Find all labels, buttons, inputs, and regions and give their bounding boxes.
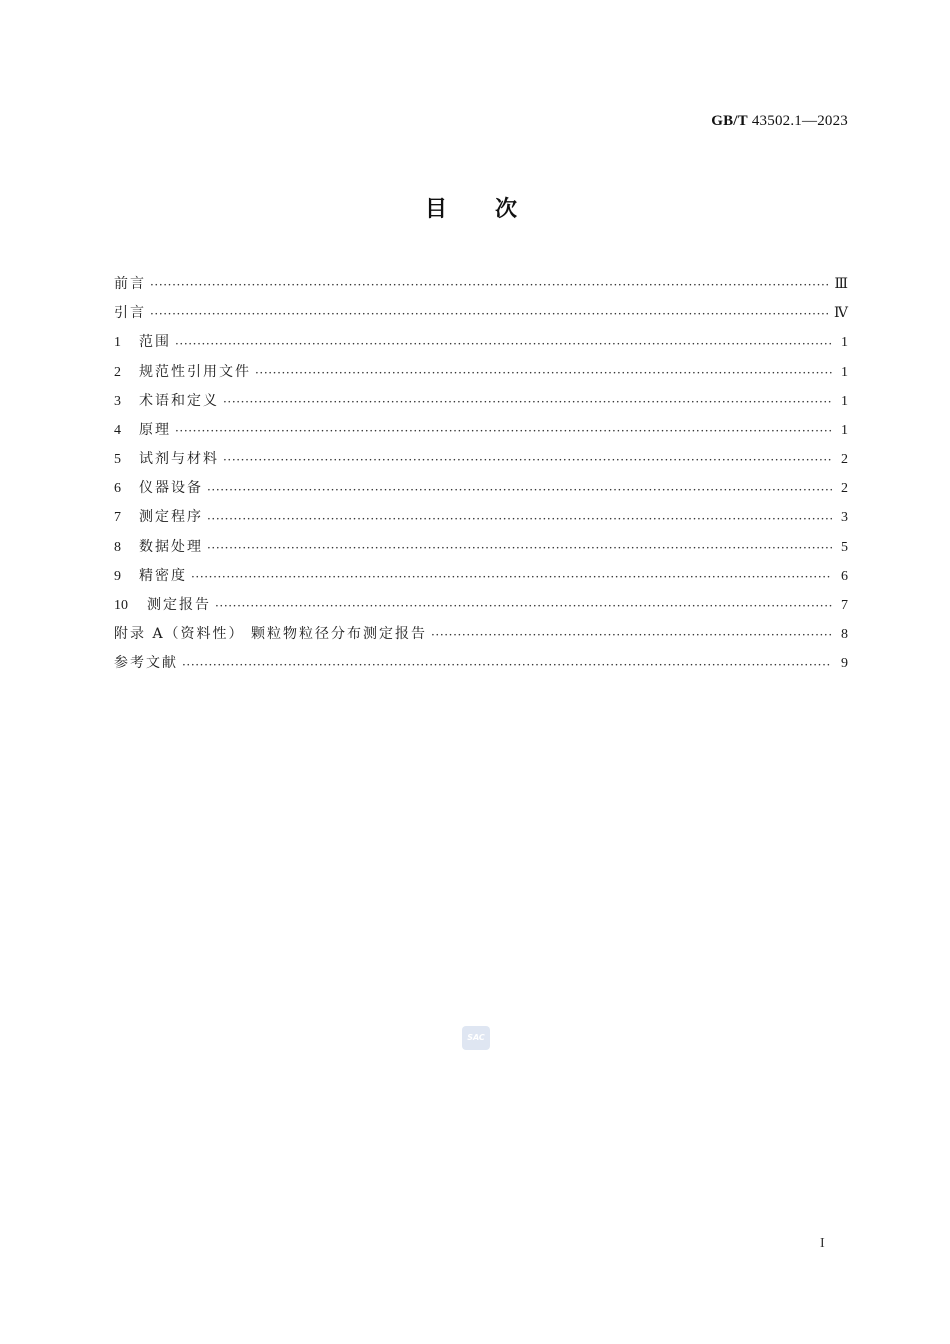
toc-entry-page: 2 — [841, 452, 848, 468]
toc-dot-leader — [431, 622, 832, 649]
page-number: I — [820, 1236, 825, 1251]
standard-number: 43502.1—2023 — [751, 113, 848, 129]
toc-title: 目次 — [424, 197, 565, 222]
toc-entry-page: 1 — [841, 335, 848, 351]
toc-entry-introduction[interactable] — [114, 299, 848, 328]
toc-entry-page: 9 — [841, 656, 848, 672]
toc-entry-scope[interactable] — [114, 328, 848, 357]
toc-entry-label: 仪器设备 — [139, 480, 203, 497]
toc-entry-data-processing[interactable] — [114, 533, 848, 562]
toc-entry-foreword[interactable] — [114, 270, 848, 299]
toc-dot-leader — [175, 418, 832, 445]
toc-entry-page: 6 — [841, 568, 848, 584]
toc-dot-leader — [207, 477, 832, 504]
toc-dot-leader — [191, 564, 832, 591]
toc-entry-number: 7 — [114, 510, 121, 526]
toc-entry-test-report[interactable] — [114, 591, 848, 620]
toc-entry-number: 1 — [114, 335, 121, 351]
toc-entry-procedure[interactable] — [114, 504, 848, 533]
toc-dot-leader — [150, 272, 828, 299]
toc-entry-label: 数据处理 — [139, 538, 203, 555]
toc-entry-page: 2 — [841, 481, 848, 497]
toc-entry-page: 5 — [841, 539, 848, 555]
toc-entry-label: 原理 — [139, 421, 171, 438]
toc-entry-label: 范围 — [139, 334, 171, 351]
toc-dot-leader — [207, 506, 832, 533]
toc-entry-number: 5 — [114, 452, 121, 468]
toc-entry-page: 7 — [841, 598, 848, 614]
toc-dot-leader — [223, 389, 832, 416]
toc-dot-leader — [175, 331, 832, 358]
toc-entry-label: 参考文献 — [114, 655, 178, 672]
toc-entry-page: Ⅳ — [834, 306, 848, 322]
toc-entry-number: 2 — [114, 364, 121, 380]
toc-entry-label: 试剂与材料 — [139, 451, 219, 468]
toc-entry-label: 精密度 — [139, 567, 187, 584]
toc-dot-leader — [182, 652, 832, 679]
toc-entry-page: 3 — [841, 510, 848, 526]
table-of-contents — [114, 270, 848, 679]
toc-entry-label: 规范性引用文件 — [139, 363, 251, 380]
toc-entry-number: 3 — [114, 393, 121, 409]
toc-entry-page: 1 — [841, 364, 848, 380]
toc-entry-number: 10 — [114, 598, 128, 614]
toc-entry-apparatus[interactable] — [114, 474, 848, 503]
toc-entry-label: 附录 A（资料性） 颗粒物粒径分布测定报告 — [114, 626, 428, 643]
toc-entry-principle[interactable] — [114, 416, 848, 445]
toc-dot-leader — [223, 447, 832, 474]
toc-entry-label: 引言 — [114, 305, 146, 322]
toc-entry-number: 8 — [114, 539, 121, 555]
sac-watermark-logo: SAC — [462, 1026, 490, 1050]
toc-entry-page: 8 — [841, 627, 848, 643]
toc-entry-number: 6 — [114, 481, 121, 497]
toc-dot-leader — [255, 360, 832, 387]
standard-prefix: GB/T — [711, 113, 748, 129]
toc-dot-leader — [150, 301, 828, 328]
toc-entry-label: 前言 — [114, 275, 146, 292]
standard-code — [711, 113, 848, 130]
toc-entry-bibliography[interactable] — [114, 649, 848, 678]
toc-entry-page: 1 — [841, 393, 848, 409]
toc-entry-page: 1 — [841, 422, 848, 438]
toc-entry-precision[interactable] — [114, 562, 848, 591]
toc-entry-label: 测定程序 — [139, 509, 203, 526]
toc-entry-reagents[interactable] — [114, 445, 848, 474]
toc-entry-normative-references[interactable] — [114, 358, 848, 387]
toc-entry-number: 9 — [114, 568, 121, 584]
toc-entry-label: 术语和定义 — [139, 392, 219, 409]
toc-entry-number: 4 — [114, 422, 121, 438]
toc-entry-annex-a[interactable] — [114, 620, 848, 649]
toc-entry-terms-definitions[interactable] — [114, 387, 848, 416]
toc-entry-page: Ⅲ — [834, 276, 848, 292]
toc-dot-leader — [215, 593, 832, 620]
toc-entry-label: 测定报告 — [147, 597, 211, 614]
toc-dot-leader — [207, 535, 832, 562]
